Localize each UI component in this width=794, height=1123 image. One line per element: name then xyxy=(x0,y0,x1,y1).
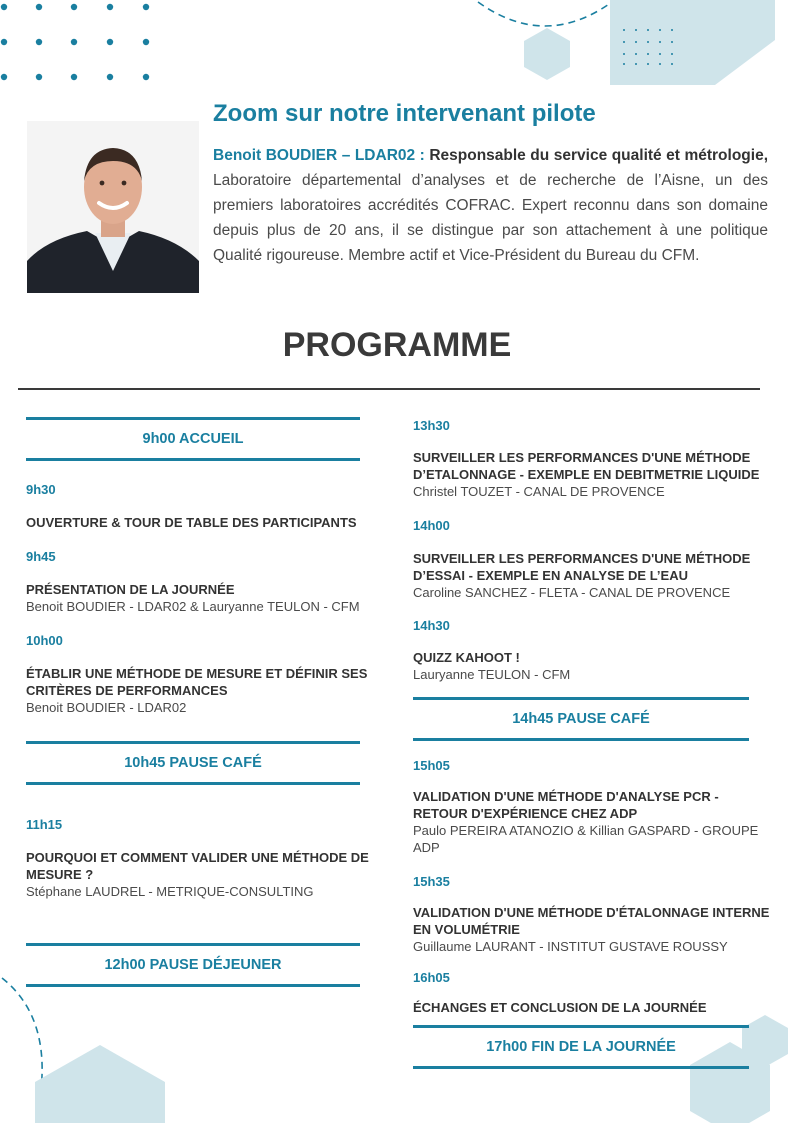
break-banner: 12h00 PAUSE DÉJEUNER xyxy=(26,943,360,987)
session-title: ÉTABLIR UNE MÉTHODE DE MESURE ET DÉFINIR SES CRITÈRES DE PERFORMANCES xyxy=(26,666,368,698)
session-time: 9h45 xyxy=(26,549,56,564)
session-speaker: Benoit BOUDIER - LDAR02 & Lauryanne TEULON - CFM xyxy=(26,599,360,614)
speaker-photo xyxy=(27,121,199,293)
hexagon-small-top xyxy=(524,28,570,80)
session-title: SURVEILLER LES PERFORMANCES D'UNE MÉTHODE D’ESSAI - EXEMPLE EN ANALYSE DE L’EAU xyxy=(413,551,751,583)
session-time: 9h30 xyxy=(26,482,56,497)
session-speaker: Lauryanne TEULON - CFM xyxy=(413,667,571,682)
speaker-name: Benoit BOUDIER – LDAR02 : xyxy=(213,147,425,164)
session-time: 14h00 xyxy=(413,518,450,533)
session-title: VALIDATION D'UNE MÉTHODE D'ÉTALONNAGE INTERNE EN VOLUMÉTRIE xyxy=(413,905,770,937)
session-speaker: Christel TOUZET - CANAL DE PROVENCE xyxy=(413,484,665,499)
speaker-portrait-image xyxy=(27,121,199,293)
dot-grid-top-left xyxy=(1,4,149,80)
session-speaker: Paulo PEREIRA ATANOZIO & Killian GASPARD - GROUPE ADP xyxy=(413,823,759,855)
session-time: 14h30 xyxy=(413,618,450,633)
session-title: OUVERTURE & TOUR DE TABLE DES PARTICIPANTS xyxy=(26,515,357,530)
programme-title: PROGRAMME xyxy=(282,326,512,364)
session-time: 11h15 xyxy=(26,817,63,832)
speaker-bio xyxy=(213,143,768,268)
session-title: SURVEILLER LES PERFORMANCES D'UNE MÉTHODE D’ETALONNAGE - EXEMPLE EN DEBITMETRIE LIQUIDE xyxy=(413,450,760,482)
programme-divider xyxy=(18,388,760,390)
dashed-arc-top xyxy=(478,2,612,26)
break-banner: 14h45 PAUSE CAFÉ xyxy=(413,697,749,741)
speaker-bio-text: Laboratoire départemental d’analyses et de recherche de l’Aisne, un des premiers laboratoires accrédités COFRAC. Expert reconnu dans son domaine depuis plus de 20 ans, il se distingue par son attachement à une politique Qualité rigoureuse. Membre actif et Vice-Président du Bureau du CFM. xyxy=(213,172,768,264)
break-banner: 17h00 FIN DE LA JOURNÉE xyxy=(413,1025,749,1069)
session-time: 15h05 xyxy=(413,758,450,773)
session-speaker: Benoit BOUDIER - LDAR02 xyxy=(26,700,187,715)
session-speaker: Guillaume LAURANT - INSTITUT GUSTAVE ROUSSY xyxy=(413,939,728,954)
session-speaker: Stéphane LAUDREL - METRIQUE-CONSULTING xyxy=(26,884,314,899)
session-title: QUIZZ KAHOOT ! xyxy=(413,650,520,665)
session-title: ÉCHANGES ET CONCLUSION DE LA JOURNÉE xyxy=(413,1000,707,1015)
break-banner: 9h00 ACCUEIL xyxy=(26,417,360,461)
session-title: POURQUOI ET COMMENT VALIDER UNE MÉTHODE DE MESURE ? xyxy=(26,850,369,882)
session-title: PRÉSENTATION DE LA JOURNÉE xyxy=(26,582,235,597)
session-speaker: Caroline SANCHEZ - FLETA - CANAL DE PROVENCE xyxy=(413,585,731,600)
session-title: VALIDATION D'UNE MÉTHODE D'ANALYSE PCR - RETOUR D'EXPÉRIENCE CHEZ ADP xyxy=(413,789,719,821)
session-time: 10h00 xyxy=(26,633,63,648)
session-time: 13h30 xyxy=(413,418,450,433)
speaker-heading: Zoom sur notre intervenant pilote xyxy=(213,100,596,127)
session-time: 15h35 xyxy=(413,874,450,889)
programme-column-right xyxy=(413,417,775,1069)
session-time: 16h05 xyxy=(413,970,450,985)
hexagon-large-top xyxy=(610,0,775,85)
break-banner: 10h45 PAUSE CAFÉ xyxy=(26,741,360,785)
programme-column-left xyxy=(26,417,371,987)
speaker-role: Responsable du service qualité et métrologie, xyxy=(429,147,768,164)
hexagon-bottom-left xyxy=(35,1045,165,1123)
